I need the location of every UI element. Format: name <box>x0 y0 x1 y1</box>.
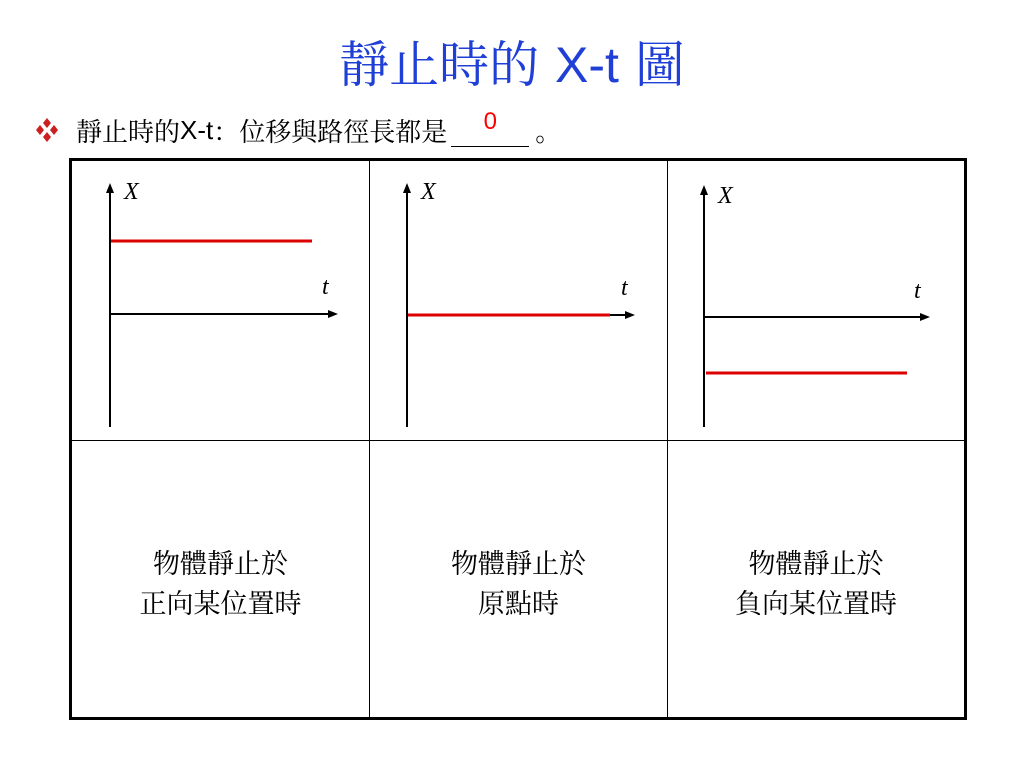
x-axis-arrow <box>106 183 114 193</box>
caption-line-1: 物體靜止於 <box>748 549 884 580</box>
bullet-prefix: 靜止時的 <box>76 117 181 148</box>
answer-value: 0 <box>483 107 497 135</box>
graph-cell-positive <box>72 161 370 441</box>
caption-origin <box>370 545 667 625</box>
xt-graph-positive <box>72 161 370 441</box>
x-axis-arrow <box>403 183 411 193</box>
caption-negative <box>668 545 964 625</box>
title-latin: X-t <box>555 37 619 93</box>
t-axis-label: t <box>322 274 329 300</box>
answer-blank <box>451 107 529 147</box>
caption-line-1: 物體靜止於 <box>451 549 586 580</box>
xt-graph-table <box>69 158 967 720</box>
diamond-cluster-icon <box>32 115 62 145</box>
caption-line-1: 物體靜止於 <box>153 549 288 580</box>
title-suffix: 圖 <box>634 36 685 94</box>
x-axis-arrow <box>700 185 708 195</box>
caption-cell-negative <box>668 441 964 717</box>
caption-positive <box>72 545 369 625</box>
t-axis-arrow <box>920 313 930 321</box>
t-axis-label: t <box>914 278 921 304</box>
title-prefix: 靜止時的 <box>339 36 540 94</box>
x-axis-label: X <box>124 179 139 205</box>
caption-line-2: 原點時 <box>478 589 559 620</box>
caption-cell-positive <box>72 441 370 717</box>
t-axis-arrow <box>625 311 635 319</box>
graph-cell-negative <box>668 161 964 441</box>
caption-cell-origin <box>370 441 668 717</box>
bullet-latin: X-t <box>180 114 214 145</box>
page-title <box>0 30 1024 100</box>
caption-line-2: 負向某位置時 <box>735 589 897 620</box>
bullet-line <box>32 107 562 150</box>
xt-graph-negative <box>668 161 964 441</box>
graph-cell-origin <box>370 161 668 441</box>
t-axis-label: t <box>621 275 628 301</box>
xt-graph-origin <box>370 161 668 441</box>
t-axis-arrow <box>328 310 338 318</box>
bullet-end: 。 <box>535 117 562 148</box>
x-axis-label: X <box>718 183 733 209</box>
caption-line-2: 正向某位置時 <box>139 589 302 620</box>
bullet-text: ：位移與路徑長都是 <box>213 117 448 148</box>
x-axis-label: X <box>421 179 436 205</box>
